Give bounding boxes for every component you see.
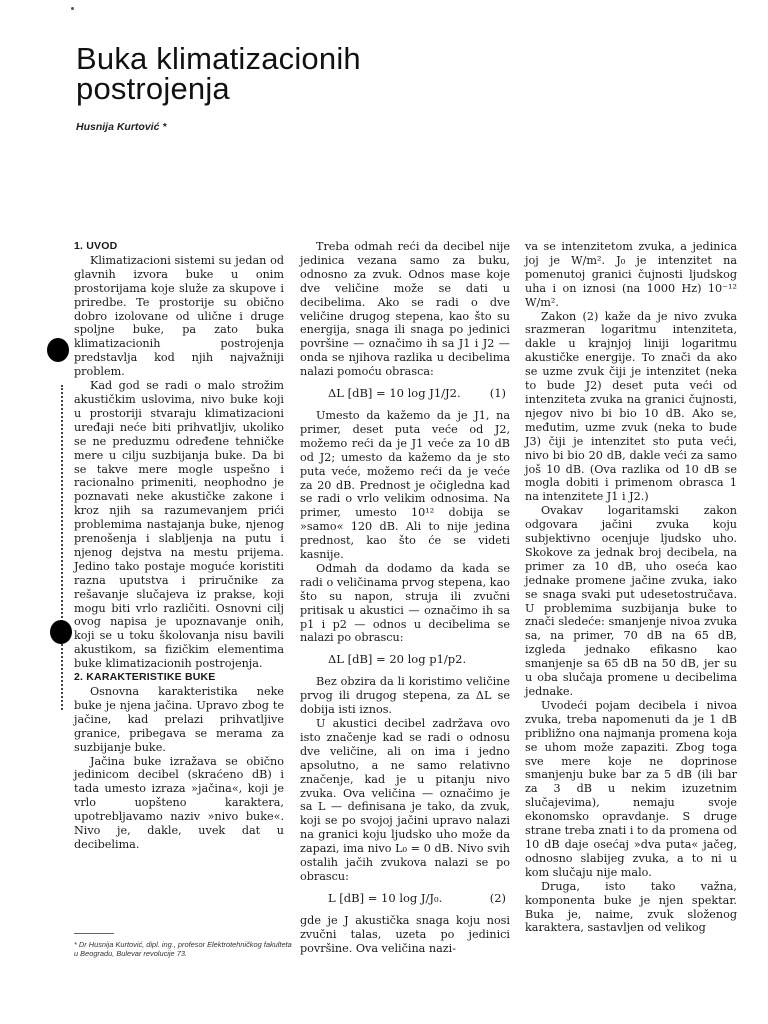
paragraph: Kad god se radi o malo strožim akustičkim uslovima, nivo buke koji u prostoriji stvaraju klimatizacioni uređaji neće biti prihvatljiv, ukoliko se ne preduzmu određene tehničke mere u cilju suzbijanja buke. Da bi se takve mere mogle uspešno i racionalno primeniti, neophodno je poznavati neke akustičke zakone i kroz njih sa razumevanjem prići problemima nastajanja buke, njenog prenošenja i slabljenja na putu i njenog dejstva na mestu prijema. Jedino tako postaje moguće koristiti razna uputstva i priručnike za rešavanje slučajeva iz prakse, koji mogu biti vrlo različiti. Osnovni cilj ovog napisa je upoznavanje onih, koji se u toku školovanja nisu bavili akustikom, sa fizičkim elementima buke klimatizacionih postrojenja. [74, 379, 284, 671]
paragraph: Druga, isto tako važna, komponenta buke je njen spektar. Buka je, naime, zvuk složenog karaktera, sastavljen od velikog [525, 879, 737, 935]
section-heading-karakteristike: 2. KARAKTERISTIKE BUKE [74, 671, 216, 684]
equation-2 [300, 892, 510, 906]
punch-hole-top [47, 338, 69, 362]
author-footnote: * Dr Husnija Kurtović, dipl. ing., profesor Elektrotehničkog fakulteta u Beogradu, Bulevar revolucije 73. [74, 940, 292, 958]
paragraph: U akustici decibel zadržava ovo isto značenje kad se radi o odnosu dve veličine, ali on ima i jedno apsolutno, a ne samo relativno značenje, kad je u pitanju nivo zvuka. Ova veličina — označimo je sa L — definisana je tako, da zvuk, koji se po svojoj jačini upravo nalazi na granici koju ljudsko uho može da zapazi, ima nivo L₀ = 0 dB. Nivo svih ostalih jačih zvukova nalazi se po obrascu: [300, 717, 510, 883]
page-speck [71, 7, 74, 10]
equation-2-number: (2) [489, 890, 506, 905]
section-heading-uvod: 1. UVOD [74, 240, 118, 252]
column-1 [74, 240, 284, 852]
author-name: Husnija Kurtović * [76, 121, 167, 133]
equation-1-formula: ΔL [dB] = 10 log J1/J2. [328, 386, 461, 401]
equation-1-number: (1) [489, 386, 506, 401]
paragraph: gde je J akustička snaga koju nosi zvučni talas, uzeta po jedinici površine. Ova veličina nazi- [300, 913, 510, 955]
equation-formula: ΔL [dB] = 20 log p1/p2. [328, 652, 467, 667]
equation-1 [300, 387, 510, 401]
paragraph: Ovakav logaritamski zakon odgovara jačini zvuka koju subjektivno ocenjuje ljudsko uho. Skokove za jednak broj decibela, na primer za 10 dB, uho oseća kao jednake promene jačine zvuka, iako se snaga svaki put udesetostručava. U problemima suzbijanja buke to znači sledeće: smanjenje nivoa zvuka sa, na primer, 70 dB na 65 dB, izgleda jednako efikasno kao smanjenje sa 65 dB na 50 dB, jer su u oba slučaja promene u decibelima jednake. [525, 504, 737, 698]
paragraph: Klimatizacioni sistemi su jedan od glavnih izvora buke u onim prostorijama koje služe za skupove i priredbe. Te prostorije su obično dobro izolovane od ulične i druge spoljne buke, pa zato buka klimatizacionih postrojenja predstavlja kod njih najvažniji problem. [74, 253, 284, 379]
paragraph: Jačina buke izražava se obično jedinicom decibel (skraćeno dB) i tada umesto izraza »jačina«, koji je vrlo uopšteno karaktera, upotrebljavamo naziv »nivo buke«. Nivo je, dakle, uvek dat u decibelima. [74, 754, 284, 851]
footnote-rule [74, 933, 114, 934]
paragraph: Osnovna karakteristika neke buke je njena jačina. Upravo zbog te jačine, kad prelazi prihvatljive granice, pribegava se merama za suzbijanje buke. [74, 685, 284, 754]
paragraph: Uvodeći pojam decibela i nivoa zvuka, treba napomenuti da je 1 dB približno ona najmanja promena koja se uhom može zapaziti. Zbog toga sve mere koje ne doprinose smanjenju buke bar za 5 dB (ili bar za 3 dB u nekim izuzetnim slučajevima), nemaju svoje ekonomsko opravdanje. S druge strane treba znati i to da promena od 10 dB daje osećaj »dva puta« jačeg, odnosno slabijeg zvuka, a to ni u kom slučaju nije malo. [525, 698, 737, 879]
equation-2-formula: L [dB] = 10 log J/J₀. [328, 890, 443, 905]
paragraph: Zakon (2) kaže da je nivo zvuka srazmeran logaritmu intenziteta, dakle u krajnjoj liniji logaritmu akustičke energije. To znači da ako se uzme zvuk čiji je intenzitet (neka to bude J2) deset puta veći od intenziteta zvuka na granici čujnosti, njegov nivo bi bio 10 dB. Ako se, međutim, uzme zvuk (neka to bude J3) čiji je intenzitet sto puta veći, nivo bi bio 20 dB, dakle veći za samo još 10 dB. (Ova razlika od 10 dB se mogla dobiti i primenom obrasca 1 na intenzitete J1 i J2.) [525, 309, 737, 504]
paragraph: va se intenzitetom zvuka, a jedinica joj je W/m². J₀ je intenzitet na pomenutoj granici čujnosti ljudskog uha i on iznosi (na 1000 Hz) 10⁻¹² W/m². [525, 240, 737, 309]
paragraph: Bez obzira da li koristimo veličine prvog ili drugog stepena, za ΔL se dobija isti iznos. [300, 675, 510, 717]
paragraph: Odmah da dodamo da kada se radi o veličinama prvog stepena, kao što su napon, struja ili zvučni pritisak u akustici — označimo ih sa p1 i p2 — odnos u decibelima se nalazi po obrascu: [300, 561, 510, 645]
paragraph: Treba odmah reći da decibel nije jedinica vezana samo za buku, odnosno za zvuk. Odnos mase koje dve veličine može se dati u decibelima. Ako se radi o dve veličine drugog stepena, kao što su energija, snaga ili snaga po jedinici površine — označimo ih sa J1 i J2 — onda se njihova razlika u decibelima nalazi pomoću obrasca: [300, 240, 510, 379]
paragraph: Umesto da kažemo da je J1, na primer, deset puta veće od J2, možemo reći da je J1 veće za 10 dB od J2; umesto da kažemo da je sto puta veće, možemo reći da je veće za 20 dB. Prednost je očigledna kad se radi o vrlo velikim odnosima. Na primer, umesto 10¹² dobija se »samo« 120 dB. Ali to nije jedina prednost, kao što će se videti kasnije. [300, 408, 510, 562]
margin-perforation-marks [61, 385, 69, 710]
article-title: Buka klimatizacionih postrojenja [76, 41, 361, 106]
column-2 [300, 240, 510, 956]
column-3 [525, 240, 737, 935]
punch-hole-bottom [50, 620, 72, 644]
equation-unnumbered [300, 653, 510, 667]
